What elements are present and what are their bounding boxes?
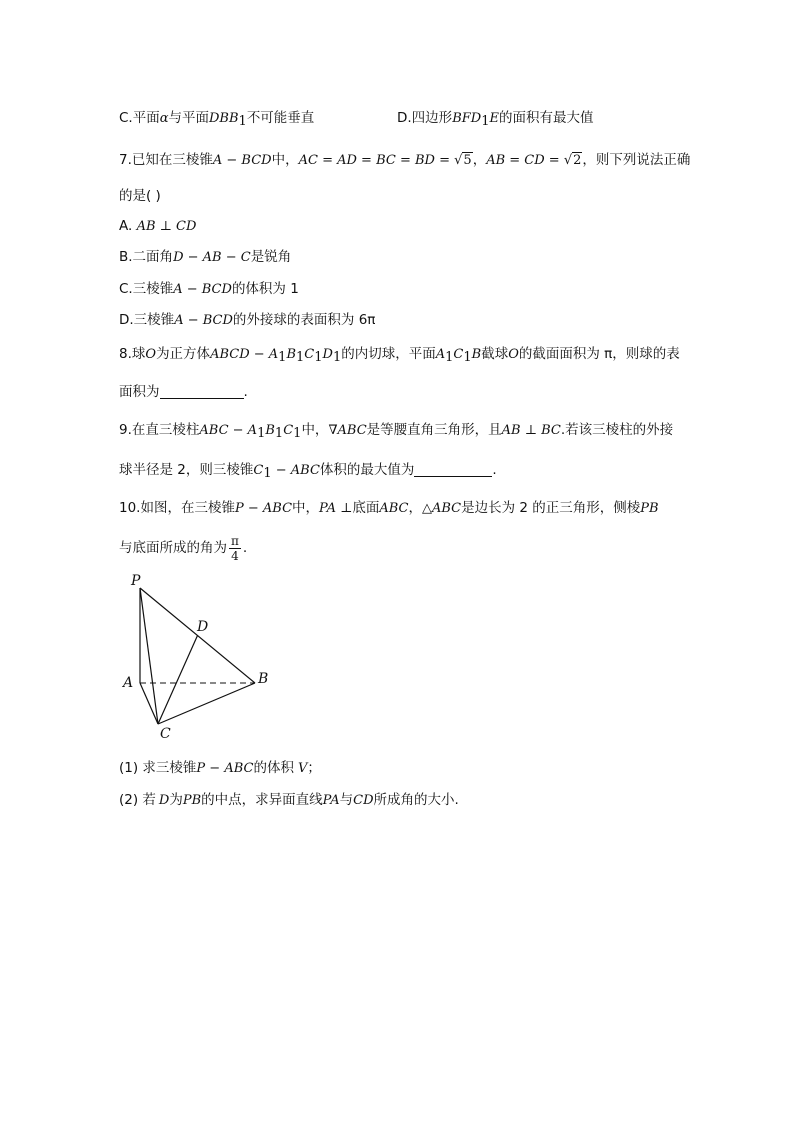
q7-eq2: AB = CD =: [486, 153, 564, 168]
q7-option-b: [119, 247, 291, 268]
q10-pyr: P − ABC: [234, 501, 293, 516]
q7-stem-2: 中，: [271, 152, 299, 168]
q10-sub2-d: D: [158, 793, 170, 808]
q8-p5: 的截面面积为 π，则球的表: [518, 346, 680, 362]
q7-c-label: C.三棱锥: [119, 281, 174, 297]
q6-d-suffix: 的面积有最大值: [498, 110, 594, 126]
q9-p2: 中，: [301, 422, 329, 438]
q7-stem-4: 的是( ): [119, 188, 161, 204]
q10-sub2-c: 与: [339, 792, 354, 808]
q9-prism-sub1: 1: [257, 426, 266, 441]
q8-plane-b: C: [453, 347, 464, 362]
q9-pyr-sub: 1: [263, 466, 272, 481]
q7-stem-3: ，则下列说法正确: [582, 152, 691, 168]
label-c: C: [160, 726, 171, 742]
q10-p4: ，: [408, 500, 422, 516]
q8-p1: 8.球: [119, 346, 146, 362]
q10-p1: 10.如图，在三棱锥: [119, 500, 235, 516]
q8-cube-a: ABCD − A: [210, 347, 279, 362]
q10-line2: [119, 532, 247, 564]
q9-p3: 是等腰直角三角形，且: [366, 422, 502, 438]
q8-p7: .: [243, 384, 248, 400]
q10-p3: 底面: [352, 500, 380, 516]
q8-plane-c: B: [471, 347, 482, 362]
q9-prism-b: B: [265, 423, 275, 438]
q7-a-math: AB ⊥ CD: [136, 219, 197, 234]
q10-sub2-label: (2) 若: [119, 792, 156, 808]
q6-d-quad-end: E: [489, 111, 499, 126]
q10-sub2-d-text: 所成角的大小.: [373, 792, 459, 808]
q6-c-mid: 与平面: [168, 110, 209, 126]
q7-sqrt2: √2: [563, 153, 582, 168]
q10-sub1-text: 的体积: [253, 760, 294, 776]
q9-prism-sub2: 1: [274, 426, 284, 441]
q10-sub2-b: 的中点，求异面直线: [201, 792, 323, 808]
q7-b-label: B.二面角: [119, 249, 174, 265]
q10-tri: △ABC: [421, 501, 462, 516]
q10-p5: 是边长为 2 的正三角形，侧棱: [461, 500, 641, 516]
q8-cube-sub2: 1: [296, 350, 305, 365]
q9-p4: .若该三棱柱的外接: [560, 422, 674, 438]
q10-sub1-math: P − ABC: [196, 761, 254, 776]
q8-p4: 截球: [481, 346, 509, 362]
q7-sqrt2-radicand: 2: [573, 153, 582, 168]
q9-prism-c: C: [283, 423, 294, 438]
q8-p6: 面积为: [119, 384, 160, 400]
q7-d-label: D.三棱锥: [119, 312, 175, 328]
q10-p6: 与底面所成的角为: [119, 540, 227, 556]
q6-d-quad-sub: 1: [481, 114, 490, 129]
q8-line2: [119, 382, 248, 402]
q6-option-c: [119, 110, 315, 129]
q10-perp: PA ⊥: [319, 501, 353, 516]
q7-d-math: A − BCD: [174, 313, 233, 328]
q7-eq1: AC = AD = BC = BD =: [298, 153, 455, 168]
q8-p3: 的内切球，平面: [341, 346, 436, 362]
q7-sqrt1-radicand: 5: [463, 153, 472, 168]
q7-stem-line1: [119, 150, 690, 171]
label-a: A: [123, 675, 134, 691]
q6-d-prefix: D.四边形: [397, 110, 453, 126]
q8-plane-sub1: 1: [445, 350, 454, 365]
q9-p1: 9.在直三棱柱: [119, 422, 200, 438]
q10-fraction: [229, 534, 241, 563]
q8-cube-b: B: [286, 347, 297, 362]
q10-p7: .: [242, 540, 248, 556]
q9-prism-a: ABC − A: [199, 423, 258, 438]
q7-comma: ，: [472, 152, 487, 168]
q9-pyr-a: C: [253, 463, 264, 478]
q7-stem-1: 7.已知在三棱锥: [119, 152, 213, 168]
q7-a-label: A.: [119, 218, 137, 234]
q6-d-quad: BFD: [452, 111, 482, 126]
q9-p5: 球半径是 2，则三棱锥: [119, 462, 254, 478]
q8-cube-c: C: [304, 347, 315, 362]
q8-cube-sub1: 1: [278, 350, 287, 365]
q10-sub2-a: 为: [169, 792, 183, 808]
q8-answer-blank[interactable]: [160, 384, 244, 399]
q7-d-text: 的外接球的表面积为 6π: [232, 312, 376, 328]
q8-sphere-o-2: O: [508, 347, 519, 362]
q7-option-c: [119, 279, 299, 300]
q6-c-alpha: α: [159, 111, 169, 126]
q10-sub1-label: (1) 求三棱锥: [119, 760, 197, 776]
label-d: D: [197, 619, 209, 635]
q8-line1: [119, 344, 680, 365]
q7-c-math: A − BCD: [173, 282, 232, 297]
q9-line1: [119, 420, 673, 441]
q6-c-plane: DBB: [209, 111, 239, 126]
q7-stem-line2: [119, 186, 161, 206]
q9-perp: AB ⊥ BC: [501, 423, 561, 438]
q7-option-a: [119, 216, 196, 237]
q6-c-suffix: 不可能垂直: [246, 110, 315, 126]
q9-p7: .: [492, 462, 497, 478]
q7-tetra: A − BCD: [212, 153, 272, 168]
q7-c-text: 的体积为 1: [231, 281, 299, 297]
q8-cube-d: D: [322, 347, 333, 362]
q9-tri: ∇ABC: [328, 423, 367, 438]
q6-c-plane-sub: 1: [238, 114, 247, 129]
q6-option-d: [397, 108, 593, 129]
q10-p2: 中，: [292, 500, 320, 516]
q10-edge: PB: [640, 501, 659, 516]
edge-cd: [158, 636, 198, 725]
q6-option-row: [119, 108, 594, 129]
q10-pyramid-figure: [115, 568, 285, 743]
label-b: B: [258, 671, 269, 687]
q8-plane-sub2: 1: [463, 350, 472, 365]
q9-line2: [119, 460, 497, 481]
q8-sphere-o: O: [145, 347, 157, 362]
q10-sub2-cd: CD: [353, 793, 374, 808]
q10-frac-num: π: [231, 533, 239, 548]
q9-pyr-b: − ABC: [271, 463, 320, 478]
q9-prism-sub3: 1: [293, 426, 302, 441]
q8-cube-sub4: 1: [332, 350, 342, 365]
q10-frac-den: 4: [231, 548, 239, 563]
edge-cb: [158, 683, 255, 724]
q10-base: ABC: [379, 501, 409, 516]
q10-line1: [119, 498, 659, 519]
q7-option-d: [119, 310, 375, 331]
q8-plane-a: A: [435, 347, 446, 362]
q10-sub2-pa: PA: [322, 793, 340, 808]
q8-p2: 为正方体: [156, 346, 211, 362]
q7-b-math: D − AB − C: [173, 250, 251, 265]
q8-cube-sub3: 1: [314, 350, 323, 365]
q7-b-text: 是锐角: [250, 249, 292, 265]
label-p: P: [131, 573, 141, 589]
q10-sub1: [119, 758, 321, 779]
q10-sub1-v: V: [297, 761, 308, 776]
q10-sub1-end: ；: [307, 760, 321, 776]
q10-sub2: [119, 790, 459, 811]
q10-sub2-pb: PB: [182, 793, 202, 808]
q7-sqrt1: √5: [454, 153, 472, 168]
q9-answer-blank[interactable]: [414, 462, 492, 477]
q9-p6: 体积的最大值为: [319, 462, 415, 478]
q6-c-prefix: C.平面: [119, 110, 160, 126]
